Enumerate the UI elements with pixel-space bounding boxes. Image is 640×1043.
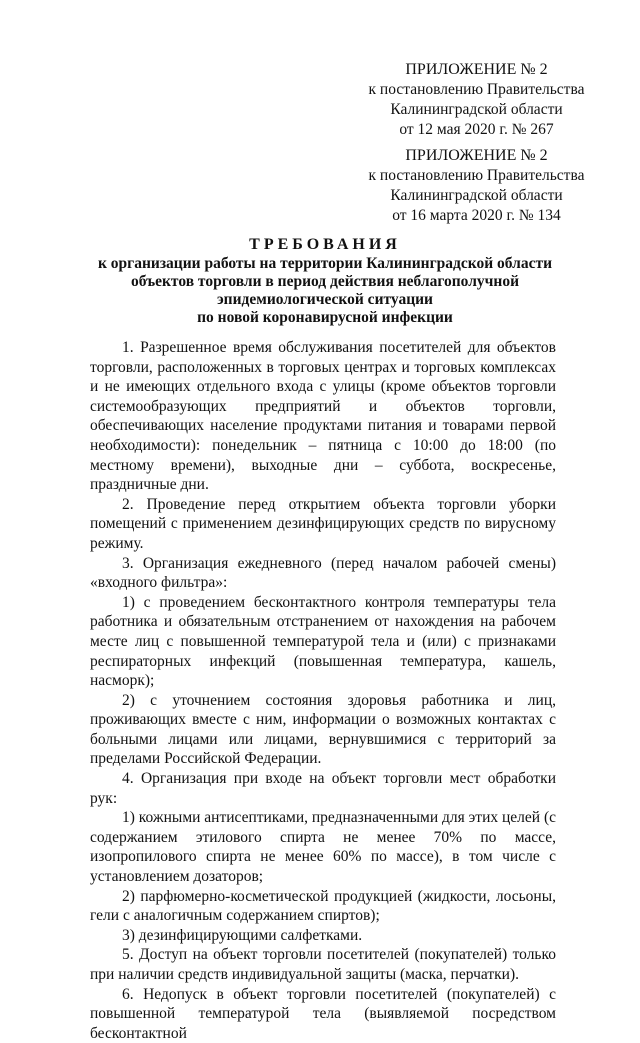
paragraph: 1) кожными антисептиками, предназначенными для этих целей (с содержанием этилового спирта не менее 70% по массе, изопропилового спирта не менее 60% по массе), в том числе с установлением дозаторов; [90,809,556,886]
paragraph: 3) дезинфицирующими салфетками. [122,926,363,944]
appendix-title: ПРИЛОЖЕНИЕ № 2 [405,147,548,164]
appendix-date-number: от 12 мая 2020 г. № 267 [399,121,554,138]
appendix-line: к постановлению Правительства [368,81,585,98]
heading-line: по новой коронавирусной инфекции [197,309,453,326]
paragraph: 2) парфюмерно-косметической продукцией (жидкости, лосьоны, гели с аналогичным содержанием спиртов); [90,887,556,925]
appendix-line: Калининградской области [390,101,563,118]
appendix-date-number: от 16 марта 2020 г. № 134 [392,207,561,224]
appendix-line: Калининградской области [390,187,563,204]
heading-line: объектов торговли в период действия неблагополучной [130,273,520,290]
paragraph: 3. Организация ежедневного (перед началом рабочей смены) «входного фильтра»: [90,554,556,592]
heading-line: к организации работы на территории Калининградской области [98,255,552,272]
paragraph: 1) с проведением бесконтактного контроля температуры тела работника и обязательным отстранением от нахождения на рабочем месте лиц с повышенной температурой тела и (или) с признаками респираторных инфекций (повышенная температура, кашель, насморк); [90,593,556,690]
appendix-previous-block [359,146,594,226]
appendix-title: ПРИЛОЖЕНИЕ № 2 [405,61,548,78]
paragraph: 2) с уточнением состояния здоровья работника и лиц, проживающих вместе с ним, информации о возможных контактах с больными лицами или лицами, вернувшимися с территорий за пределами Российской Федерации. [90,691,556,768]
document-body [90,338,556,1043]
heading-title: ТРЕБОВАНИЯ [249,236,401,253]
paragraph: 4. Организация при входе на объект торговли мест обработки рук: [90,770,556,807]
appendix-line: к постановлению Правительства [368,167,585,184]
paragraph: 6. Недопуск в объект торговли посетителей (покупателей) с повышенной температурой тела (выявляемой посредством бесконтактной [90,985,556,1042]
paragraph: 2. Проведение перед открытием объекта торговли уборки помещений с применением дезинфицирующих средств по вирусному режиму. [90,495,556,552]
document-heading [90,236,560,327]
heading-line: эпидемиологической ситуации [216,291,433,308]
appendix-current-block [359,60,594,140]
paragraph: 1. Разрешенное время обслуживания посетителей для объектов торговли, расположенных в торговых центрах и торговых комплексах и не имеющих отдельного входа с улицы (кроме объектов торговли системообразующих предприятий и объектов торговли, обеспечивающих население продуктами питания и товарами первой необходимости): понедельник – пятница с 10:00 до 18:00 (по местному времени), выходные дни – суббота, воскресенье, праздничные дни. [90,339,556,494]
paragraph: 5. Доступ на объект торговли посетителей (покупателей) только при наличии средств индивидуальной защиты (маска, перчатки). [90,946,556,983]
